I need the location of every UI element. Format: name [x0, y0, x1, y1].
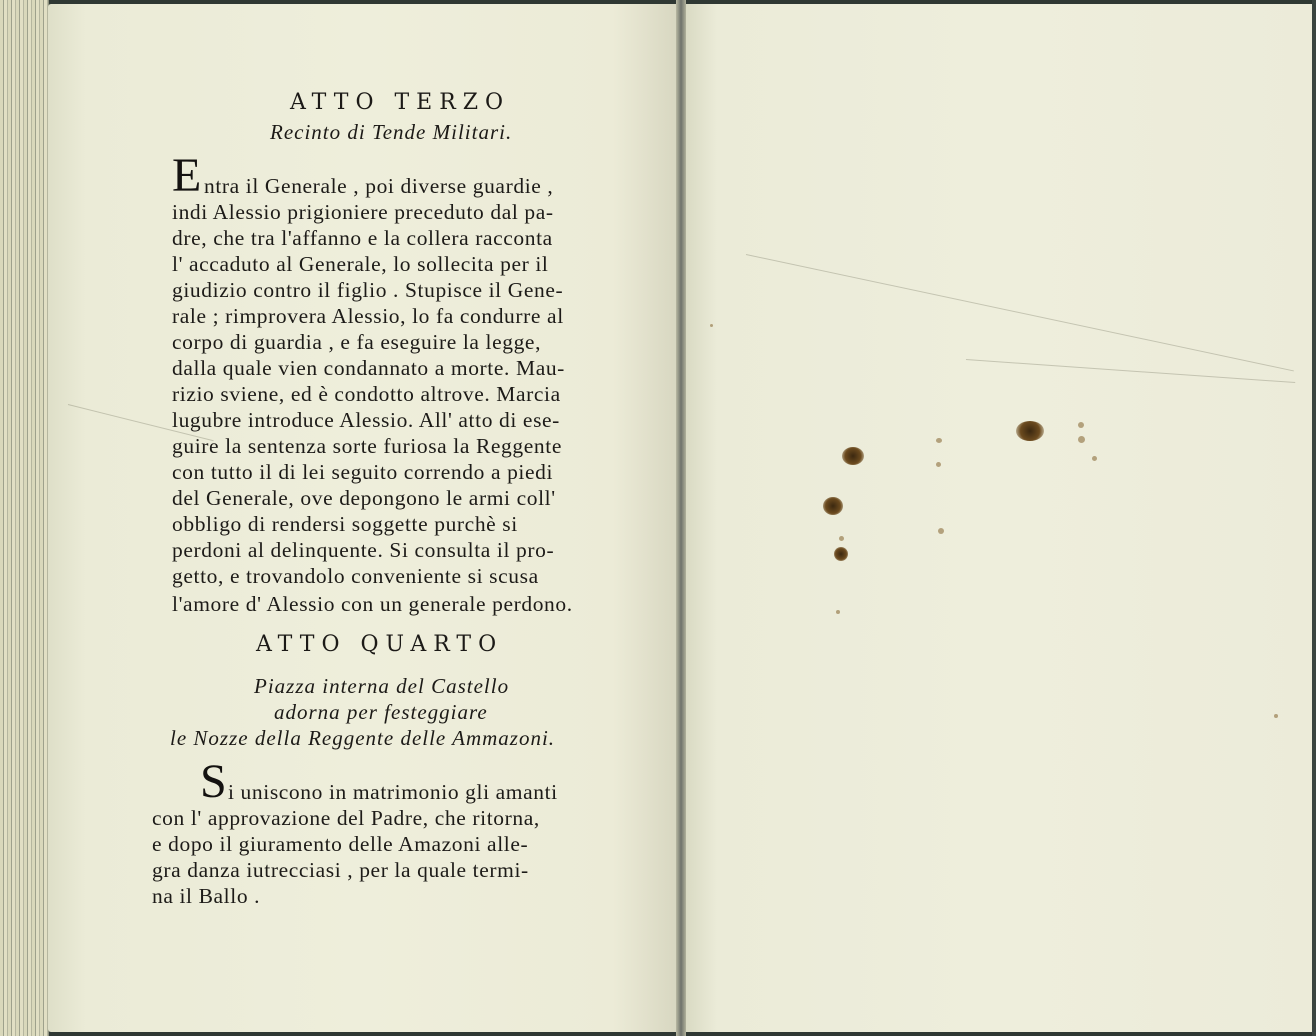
foxing-speck: [839, 536, 844, 541]
foxing-spot: [834, 547, 848, 561]
paper-crease: [966, 359, 1295, 383]
right-edge: [1312, 0, 1316, 1036]
act-three-setting: Recinto di Tende Militari.: [270, 120, 513, 144]
act-three-line: dre, che tra l'affanno e la collera racconta: [172, 226, 553, 250]
act-three-line: con tutto il di lei seguito correndo a piedi: [172, 460, 554, 484]
act-three-line: del Generale, ove depongono le armi coll': [172, 486, 556, 510]
act-three-line: rizio sviene, ed è condotto altrove. Marcia: [172, 382, 561, 406]
act-four-line: con l' approvazione del Padre, che ritorna,: [152, 806, 540, 830]
act-four-title: ATTO QUARTO: [256, 632, 504, 657]
act-three-line: lugubre introduce Alessio. All' atto di ese-: [172, 408, 560, 432]
foxing-speck: [938, 528, 944, 534]
foxing-spot: [1016, 421, 1044, 441]
right-page: [686, 4, 1312, 1032]
act-four-line: e dopo il giuramento delle Amazoni alle-: [152, 832, 529, 856]
act-four-setting-line: adorna per festeggiare: [274, 700, 488, 724]
foxing-spot: [823, 497, 843, 515]
foxing-speck: [710, 324, 713, 327]
act-three-line: l'amore d' Alessio con un generale perdono.: [172, 592, 573, 616]
act-three-line: perdoni al delinquente. Si consulta il pro-: [172, 538, 555, 562]
act-four-line: i uniscono in matrimonio gli amanti: [228, 780, 558, 804]
act-three-title: ATTO TERZO: [290, 90, 511, 115]
foxing-speck: [1078, 436, 1085, 443]
foxing-speck: [836, 610, 840, 614]
act-three-line: ntra il Generale , poi diverse guardie ,: [204, 174, 554, 198]
foxing-speck: [1078, 422, 1084, 428]
act-four-setting-line: Piazza interna del Castello: [254, 674, 510, 698]
foxing-speck: [936, 462, 941, 467]
act-three-line: guire la sentenza sorte furiosa la Reggente: [172, 434, 562, 458]
act-three-line: dalla quale vien condannato a morte. Mau-: [172, 356, 565, 380]
left-page: [48, 4, 676, 1032]
act-three-line: l' accaduto al Generale, lo sollecita per il: [172, 252, 549, 276]
act-three-line: obbligo di rendersi soggette purchè si: [172, 512, 518, 536]
act-three-line: rale ; rimprovera Alessio, lo fa condurre al: [172, 304, 564, 328]
act-three-dropcap: E: [172, 149, 202, 202]
paper-crease: [746, 254, 1294, 371]
act-four-dropcap: S: [200, 755, 227, 808]
foxing-speck: [1274, 714, 1278, 718]
act-three-line: getto, e trovandolo conveniente si scusa: [172, 564, 539, 588]
book-gutter: [676, 0, 686, 1036]
act-four-setting-line: le Nozze della Reggente delle Ammazoni.: [170, 726, 556, 750]
act-four-line: gra danza iutrecciasi , per la quale termi-: [152, 858, 529, 882]
foxing-speck: [1092, 456, 1097, 461]
act-three-line: giudizio contro il figlio . Stupisce il Gene-: [172, 278, 564, 302]
act-three-line: corpo di guardia , e fa eseguire la legge,: [172, 330, 542, 354]
act-four-line: na il Ballo .: [152, 884, 261, 908]
foxing-speck: [936, 438, 942, 443]
page-edges: [0, 0, 49, 1036]
act-three-line: indi Alessio prigioniere preceduto dal pa-: [172, 200, 554, 224]
foxing-spot: [842, 447, 864, 465]
